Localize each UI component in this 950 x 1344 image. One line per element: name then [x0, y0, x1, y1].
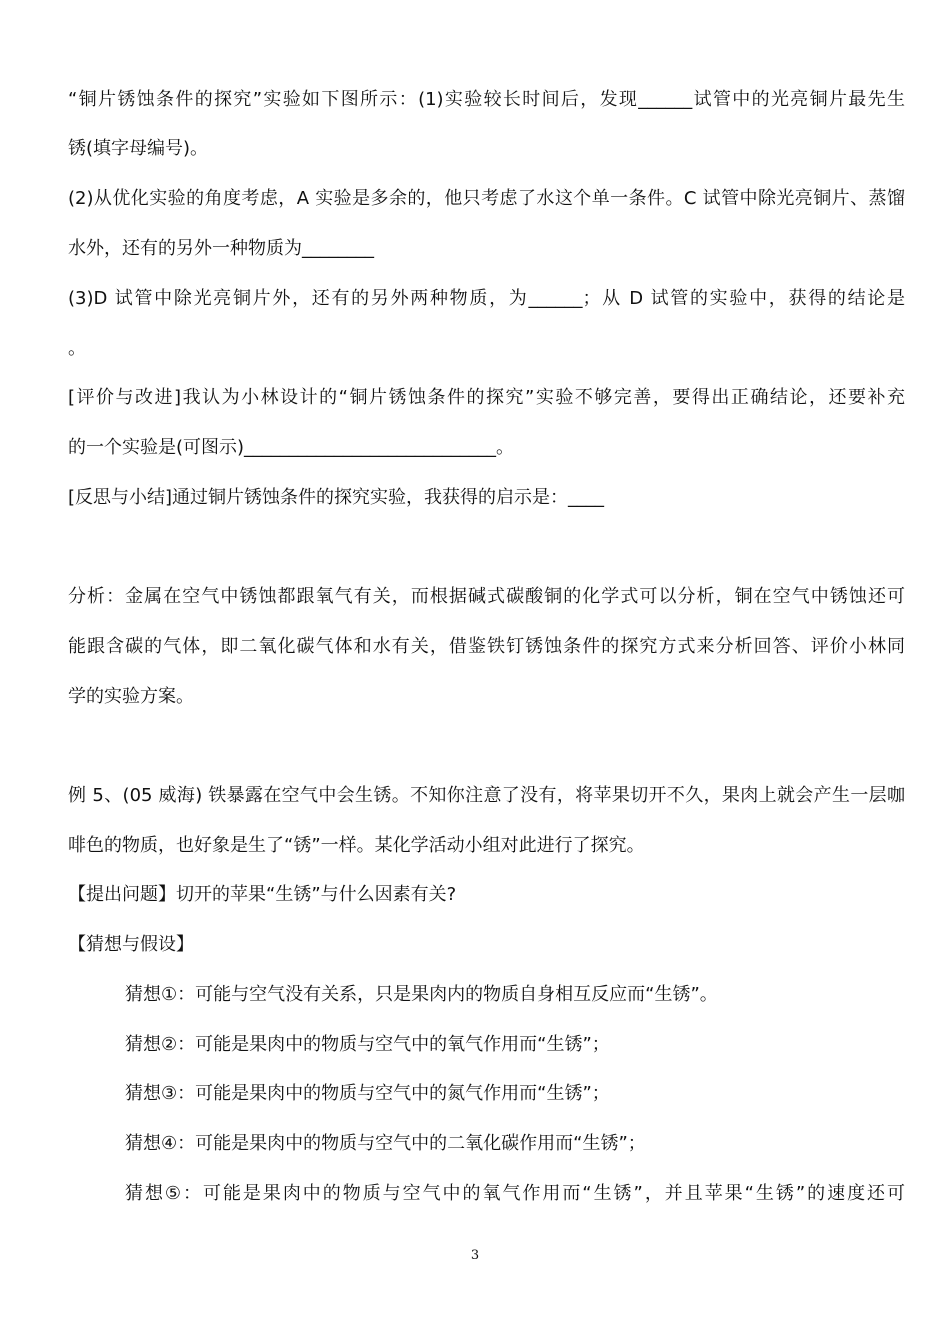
hypothesis-item: 猜想②：可能是果肉中的物质与空气中的氧气作用而“生锈”； [125, 1034, 610, 1055]
hypothesis-heading: 【猜想与假设】 [68, 934, 194, 955]
analysis-line: 分析：金属在空气中锈蚀都跟氧气有关，而根据碱式碳酸铜的化学式可以分析，铜在空气中锈蚀还可 [68, 586, 905, 607]
example-line: 例 5、(05 威海) 铁暴露在空气中会生锈。不知你注意了没有，将苹果切开不久，果肉上就会产生一层咖 [68, 785, 905, 806]
hypothesis-item: 猜想③：可能是果肉中的物质与空气中的氮气作用而“生锈”； [125, 1083, 610, 1104]
text-line: (2)从优化实验的角度考虑，A 实验是多余的，他只考虑了水这个单一条件。C 试管中除光亮铜片、蒸馏 [68, 188, 905, 209]
page-number: 3 [470, 1248, 480, 1263]
question-heading: 【提出问题】切开的苹果“生锈”与什么因素有关? [68, 884, 457, 905]
text-line: “铜片锈蚀条件的探究”实验如下图所示：(1)实验较长时间后，发现______试管中的光亮铜片最先生 [68, 89, 905, 110]
text-line: 。 [68, 338, 86, 359]
analysis-line: 能跟含碳的气体，即二氧化碳气体和水有关，借鉴铁钉锈蚀条件的探究方式来分析回答、评价小林同 [68, 636, 905, 657]
hypothesis-item: 猜想①：可能与空气没有关系，只是果肉内的物质自身相互反应而“生锈”。 [125, 984, 718, 1005]
text-line: 水外，还有的另外一种物质为________ [68, 238, 374, 259]
text-line: [评价与改进]我认为小林设计的“铜片锈蚀条件的探究”实验不够完善，要得出正确结论，还要补充 [68, 387, 905, 408]
example-line: 啡色的物质，也好象是生了“锈”一样。某化学活动小组对此进行了探究。 [68, 835, 645, 856]
hypothesis-item: 猜想⑤：可能是果肉中的物质与空气中的氧气作用而“生锈”，并且苹果“生锈”的速度还可 [125, 1183, 905, 1204]
text-line: 锈(填字母编号)。 [68, 138, 209, 159]
text-line: (3)D 试管中除光亮铜片外，还有的另外两种物质，为______；从 D 试管的实验中，获得的结论是 [68, 288, 905, 309]
hypothesis-item: 猜想④：可能是果肉中的物质与空气中的二氧化碳作用而“生锈”； [125, 1133, 646, 1154]
text-line: 的一个实验是(可图示)____________________________。 [68, 437, 515, 458]
analysis-line: 学的实验方案。 [68, 686, 194, 707]
text-line: [反思与小结]通过铜片锈蚀条件的探究实验，我获得的启示是：____ [68, 487, 605, 508]
